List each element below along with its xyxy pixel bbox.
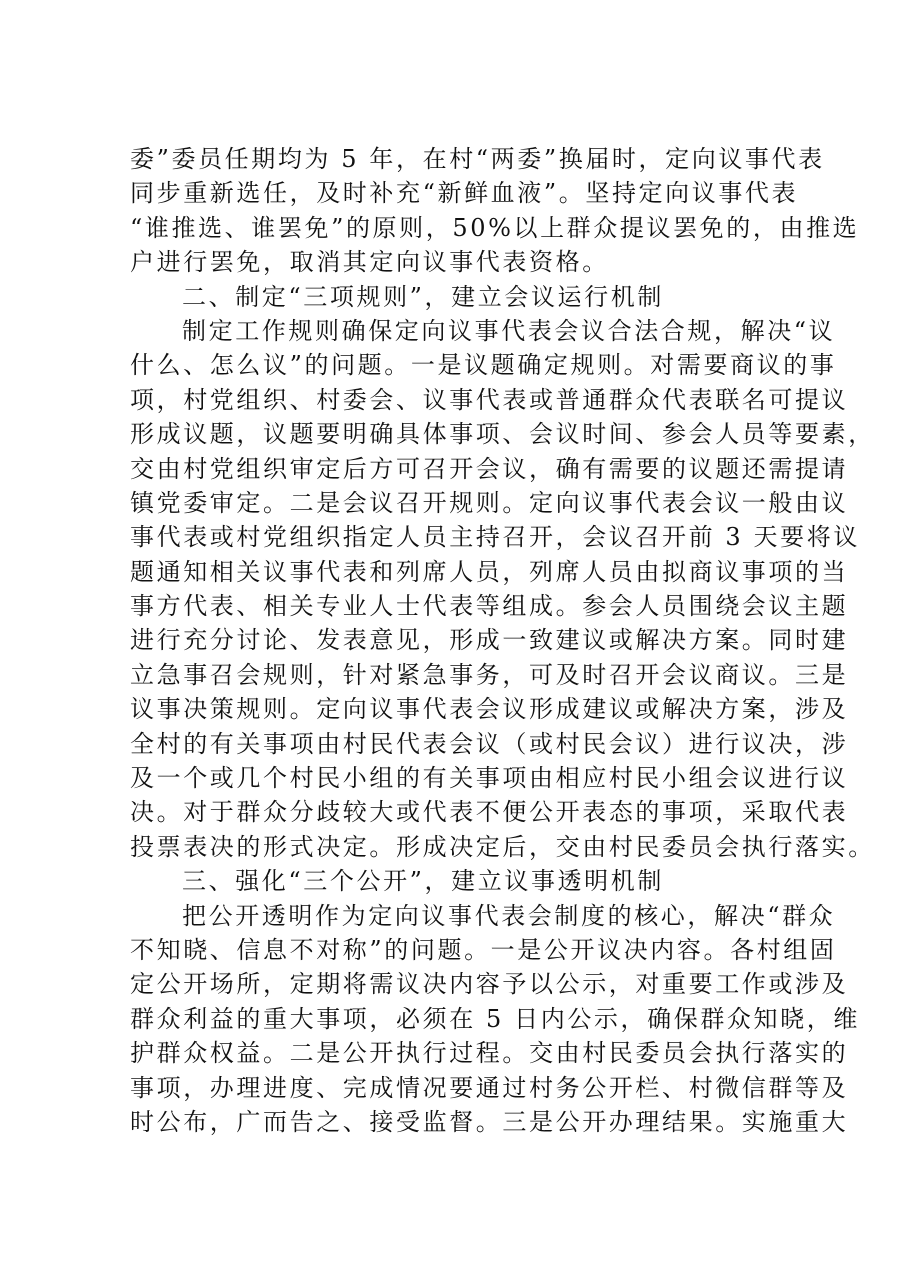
text-line: 进行充分讨论、发表意见，形成一致建议或解决方案。同时建 [130,626,849,655]
text-line: 什么、怎么议”的问题。一是议题确定规则。对需要商议的事 [130,351,837,380]
text-line: 制定工作规则确保定向议事代表会议合法合规，解决“议 [182,316,836,345]
body-text [130,142,875,1139]
text-line: 定公开场所，定期将需议决内容予以公示，对重要工作或涉及 [130,970,849,999]
text-line: 事方代表、相关专业人士代表等组成。参会人员围绕会议主题 [130,592,849,621]
section-heading: 三、强化“三个公开”，建立议事透明机制 [182,867,664,896]
text-line: 同步重新选任，及时补充“新鲜血液”。坚持定向议事代表 [130,179,799,208]
text-line: 时公布，广而告之、接受监督。三是公开办理结果。实施重大 [130,1107,849,1136]
text-line: 群众利益的重大事项，必须在 5 日内公示，确保群众知晓，维 [130,1004,860,1033]
text-line: 交由村党组织审定后方可召开会议，确有需要的议题还需提请 [130,454,849,483]
text-line: 全村的有关事项由村民代表会议（或村民会议）进行议决，涉 [130,729,849,758]
text-line: 决。对于群众分歧较大或代表不便公开表态的事项，采取代表 [130,798,849,827]
text-line: 不知晓、信息不对称”的问题。一是公开议决内容。各村组固 [130,935,837,964]
text-line: 镇党委审定。二是会议召开规则。定向议事代表会议一般由议 [130,488,849,517]
text-line: 及一个或几个村民小组的有关事项由相应村民小组会议进行议 [130,764,849,793]
text-line: “谁推选、谁罢免”的原则，50%以上群众提议罢免的，由推选 [130,213,860,242]
text-line: 形成议题，议题要明确具体事项、会议时间、参会人员等要素， [130,420,875,449]
text-line: 把公开透明作为定向议事代表会制度的核心，解决“群众 [182,901,836,930]
text-line: 事代表或村党组织指定人员主持召开，会议召开前 3 天要将议 [130,523,860,552]
text-line: 题通知相关议事代表和列席人员，列席人员由拟商议事项的当 [130,557,849,586]
text-line: 事项，办理进度、完成情况要通过村务公开栏、村微信群等及 [130,1073,849,1102]
text-line: 护群众权益。二是公开执行过程。交由村民委员会执行落实的 [130,1039,849,1068]
section-heading: 二、制定“三项规则”，建立会议运行机制 [182,282,664,311]
text-line: 委”委员任期均为 5 年，在村“两委”换届时，定向议事代表 [130,145,825,173]
text-line: 投票表决的形式决定。形成决定后，交由村民委员会执行落实。 [130,832,875,861]
text-line: 项，村党组织、村委会、议事代表或普通群众代表联名可提议 [130,385,849,414]
text-line: 户进行罢免，取消其定向议事代表资格。 [130,248,609,277]
text-line: 立急事召会规则，针对紧急事务，可及时召开会议商议。三是 [130,660,849,689]
text-line: 议事决策规则。定向议事代表会议形成建议或解决方案，涉及 [130,695,849,724]
